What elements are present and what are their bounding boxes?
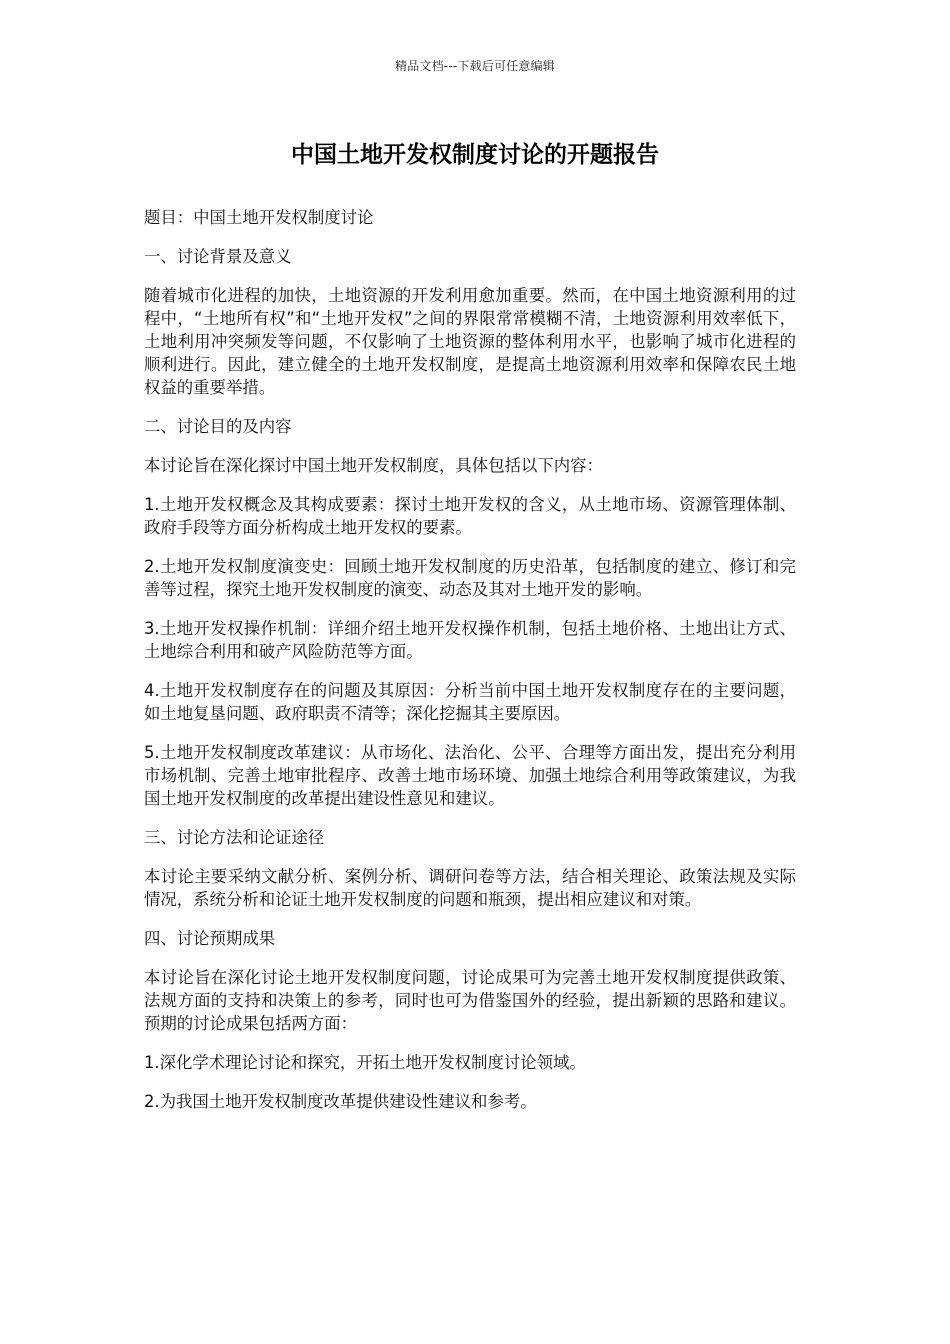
list-item: 4.土地开发权制度存在的问题及其原因：分析当前中国土地开发权制度存在的主要问题，如土地复垦问题、政府职责不清等；深化挖掘其主要原因。 — [144, 681, 796, 723]
section-heading-4: 四、讨论预期成果 — [144, 929, 276, 948]
list-item: 1.土地开发权概念及其构成要素：探讨土地开发权的含义，从土地市场、资源管理体制、政府手段等方面分析构成土地开发权的要素。 — [144, 495, 796, 537]
paragraph: 本讨论旨在深化探讨中国土地开发权制度，具体包括以下内容： — [144, 456, 603, 475]
section-heading-2: 二、讨论目的及内容 — [144, 417, 292, 436]
section-heading-3: 三、讨论方法和论证途径 — [144, 828, 325, 847]
list-item: 2.为我国土地开发权制度改革提供建设性建议和参考。 — [144, 1092, 537, 1111]
document-body — [144, 206, 796, 1129]
paragraph: 随着城市化进程的加快，土地资源的开发利用愈加重要。然而，在中国土地资源利用的过程中，“土地所有权”和“土地开发权”之间的界限常常模糊不清，土地资源利用效率低下，土地利用冲突频发等问题，不仅影响了土地资源的整体利用水平，也影响了城市化进程的顺利进行。因此，建立健全的土地开发权制度，是提高土地资源利用效率和保障农民土地权益的重要举措。 — [144, 286, 796, 397]
list-item: 3.土地开发权操作机制：详细介绍土地开发权操作机制，包括土地价格、土地出让方式、土地综合利用和破产风险防范等方面。 — [144, 619, 796, 661]
paragraph: 本讨论主要采纳文献分析、案例分析、调研问卷等方法，结合相关理论、政策法规及实际情况，系统分析和论证土地开发权制度的问题和瓶颈，提出相应建议和对策。 — [144, 867, 796, 909]
list-item: 2.土地开发权制度演变史：回顾土地开发权制度的历史沿革，包括制度的建立、修订和完善等过程，探究土地开发权制度的演变、动态及其对土地开发的影响。 — [144, 557, 796, 599]
list-item: 1.深化学术理论讨论和探究，开拓土地开发权制度讨论领域。 — [144, 1053, 586, 1072]
section-heading-1: 一、讨论背景及意义 — [144, 247, 292, 266]
header-note: 精品文档---下载后可任意编辑 — [395, 59, 555, 73]
paragraph-topic: 题目：中国土地开发权制度讨论 — [144, 208, 374, 227]
list-item: 5.土地开发权制度改革建议：从市场化、法治化、公平、合理等方面出发，提出充分利用市场机制、完善土地审批程序、改善土地市场环境、加强土地综合利用等政策建议，为我国土地开发权制度的改革提出建设性意见和建议。 — [144, 743, 796, 808]
paragraph: 本讨论旨在深化讨论土地开发权制度问题，讨论成果可为完善土地开发权制度提供政策、法规方面的支持和决策上的参考，同时也可为借鉴国外的经验，提出新颖的思路和建议。预期的讨论成果包括两方面： — [144, 968, 796, 1033]
document-title: 中国土地开发权制度讨论的开题报告 — [291, 142, 659, 168]
